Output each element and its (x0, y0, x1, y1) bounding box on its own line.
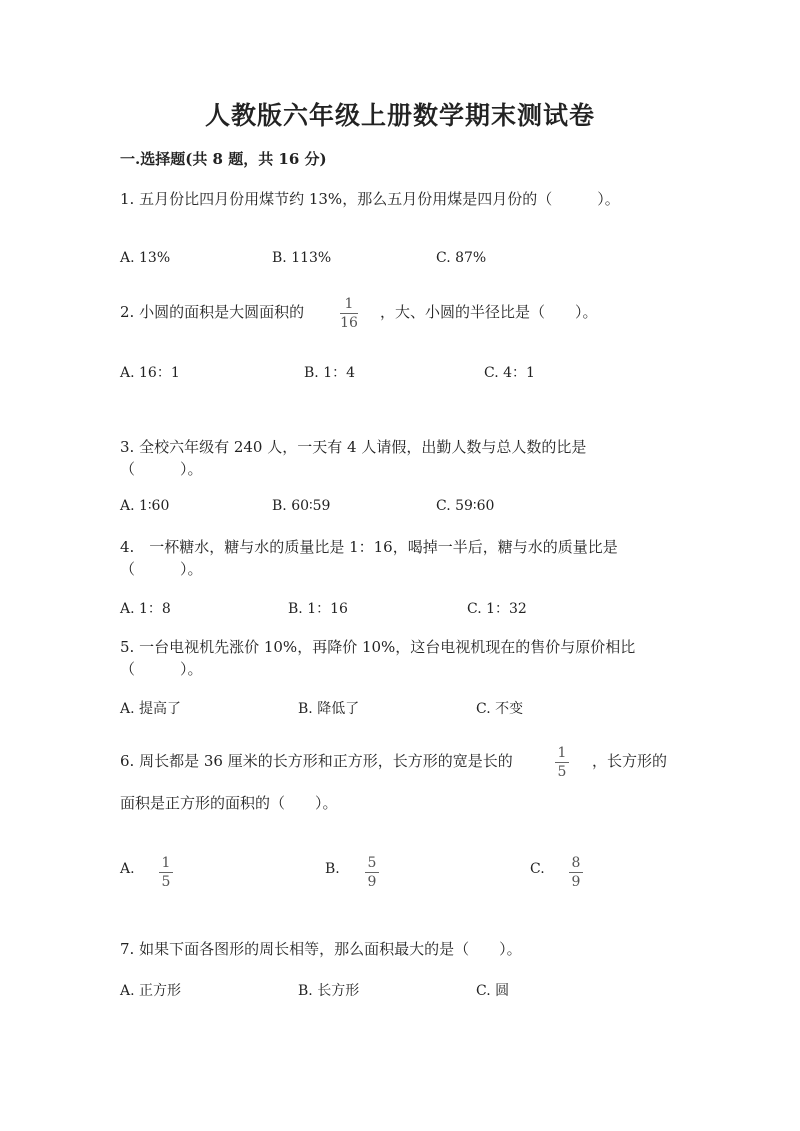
question-6-text-before: 6. 周长都是 36 厘米的长方形和正方形，长方形的宽是长的 (120, 752, 513, 770)
question-4-option-c: C. 1：32 (467, 601, 527, 617)
question-5-option-c: C. 不变 (476, 701, 524, 717)
question-7-text: 7. 如果下面各图形的周长相等，那么面积最大的是（ ）。 (120, 940, 522, 958)
fraction-numerator: 1 (344, 296, 354, 312)
question-2-text-after: ，大、小圆的半径比是（ ）。 (380, 303, 598, 321)
question-3-line-1: 3. 全校六年级有 240 人，一天有 4 人请假，出勤人数与总人数的比是 (120, 438, 587, 456)
fraction-numerator: 8 (571, 855, 581, 871)
fraction-bar (159, 872, 173, 873)
question-3-option-b: B. 60∶59 (272, 498, 331, 514)
question-7-option-a: A. 正方形 (120, 983, 182, 999)
fraction-denominator: 9 (367, 874, 377, 890)
question-6-option-b-label: B. (325, 861, 340, 877)
fraction-denominator: 5 (161, 874, 171, 890)
fraction-numerator: 1 (557, 745, 567, 761)
fraction-bar (365, 872, 379, 873)
section-heading: 一.选择题(共 8 题，共 16 分) (120, 150, 327, 168)
question-5-line-1: 5. 一台电视机先涨价 10%，再降价 10%，这台电视机现在的售价与原价相比 (120, 638, 636, 656)
fraction-bar (555, 762, 569, 763)
question-3-option-c: C. 59∶60 (436, 498, 495, 514)
question-6-option-b-fraction (365, 855, 379, 890)
question-6-line-2: 面积是正方形的面积的（ ）。 (120, 794, 338, 812)
question-4-option-b: B. 1：16 (288, 601, 348, 617)
question-2-text-before: 2. 小圆的面积是大圆面积的 (120, 303, 305, 321)
question-6-fraction (555, 745, 569, 780)
question-2-option-a: A. 16：1 (120, 365, 180, 381)
fraction-numerator: 1 (161, 855, 171, 871)
question-1-option-a: A. 13% (120, 250, 171, 266)
fraction-numerator: 5 (367, 855, 377, 871)
question-6-option-c-label: C. (530, 861, 545, 877)
question-5-option-a: A. 提高了 (120, 701, 182, 717)
question-6-option-a-label: A. (120, 861, 135, 877)
question-5-line-2: （ ）。 (120, 660, 203, 678)
question-5-option-b: B. 降低了 (298, 701, 360, 717)
fraction-bar (569, 872, 583, 873)
fraction-denominator: 9 (571, 874, 581, 890)
question-4-line-2: （ ）。 (120, 560, 203, 578)
question-4-option-a: A. 1：8 (120, 601, 171, 617)
question-2-fraction (340, 296, 358, 331)
fraction-denominator: 5 (557, 764, 567, 780)
question-2-option-b: B. 1：4 (304, 365, 356, 381)
question-1-text: 1. 五月份比四月份用煤节约 13%，那么五月份用煤是四月份的（ ）。 (120, 190, 620, 208)
page-title: 人教版六年级上册数学期末测试卷 (204, 101, 595, 130)
question-6-text-after: ，长方形的 (592, 752, 668, 770)
fraction-bar (340, 313, 358, 314)
question-7-option-c: C. 圆 (476, 983, 510, 999)
question-6-option-c-fraction (569, 855, 583, 890)
question-7-option-b: B. 长方形 (298, 983, 360, 999)
question-3-line-2: （ ）。 (120, 460, 203, 478)
question-4-line-1: 4. 一杯糖水，糖与水的质量比是 1：16，喝掉一半后，糖与水的质量比是 (120, 538, 618, 556)
question-1-option-c: C. 87% (436, 250, 487, 266)
question-3-option-a: A. 1∶60 (120, 498, 170, 514)
question-6-option-a-fraction (159, 855, 173, 890)
question-2-option-c: C. 4：1 (484, 365, 535, 381)
question-1-option-b: B. 113% (272, 250, 332, 266)
fraction-denominator: 16 (340, 315, 358, 331)
